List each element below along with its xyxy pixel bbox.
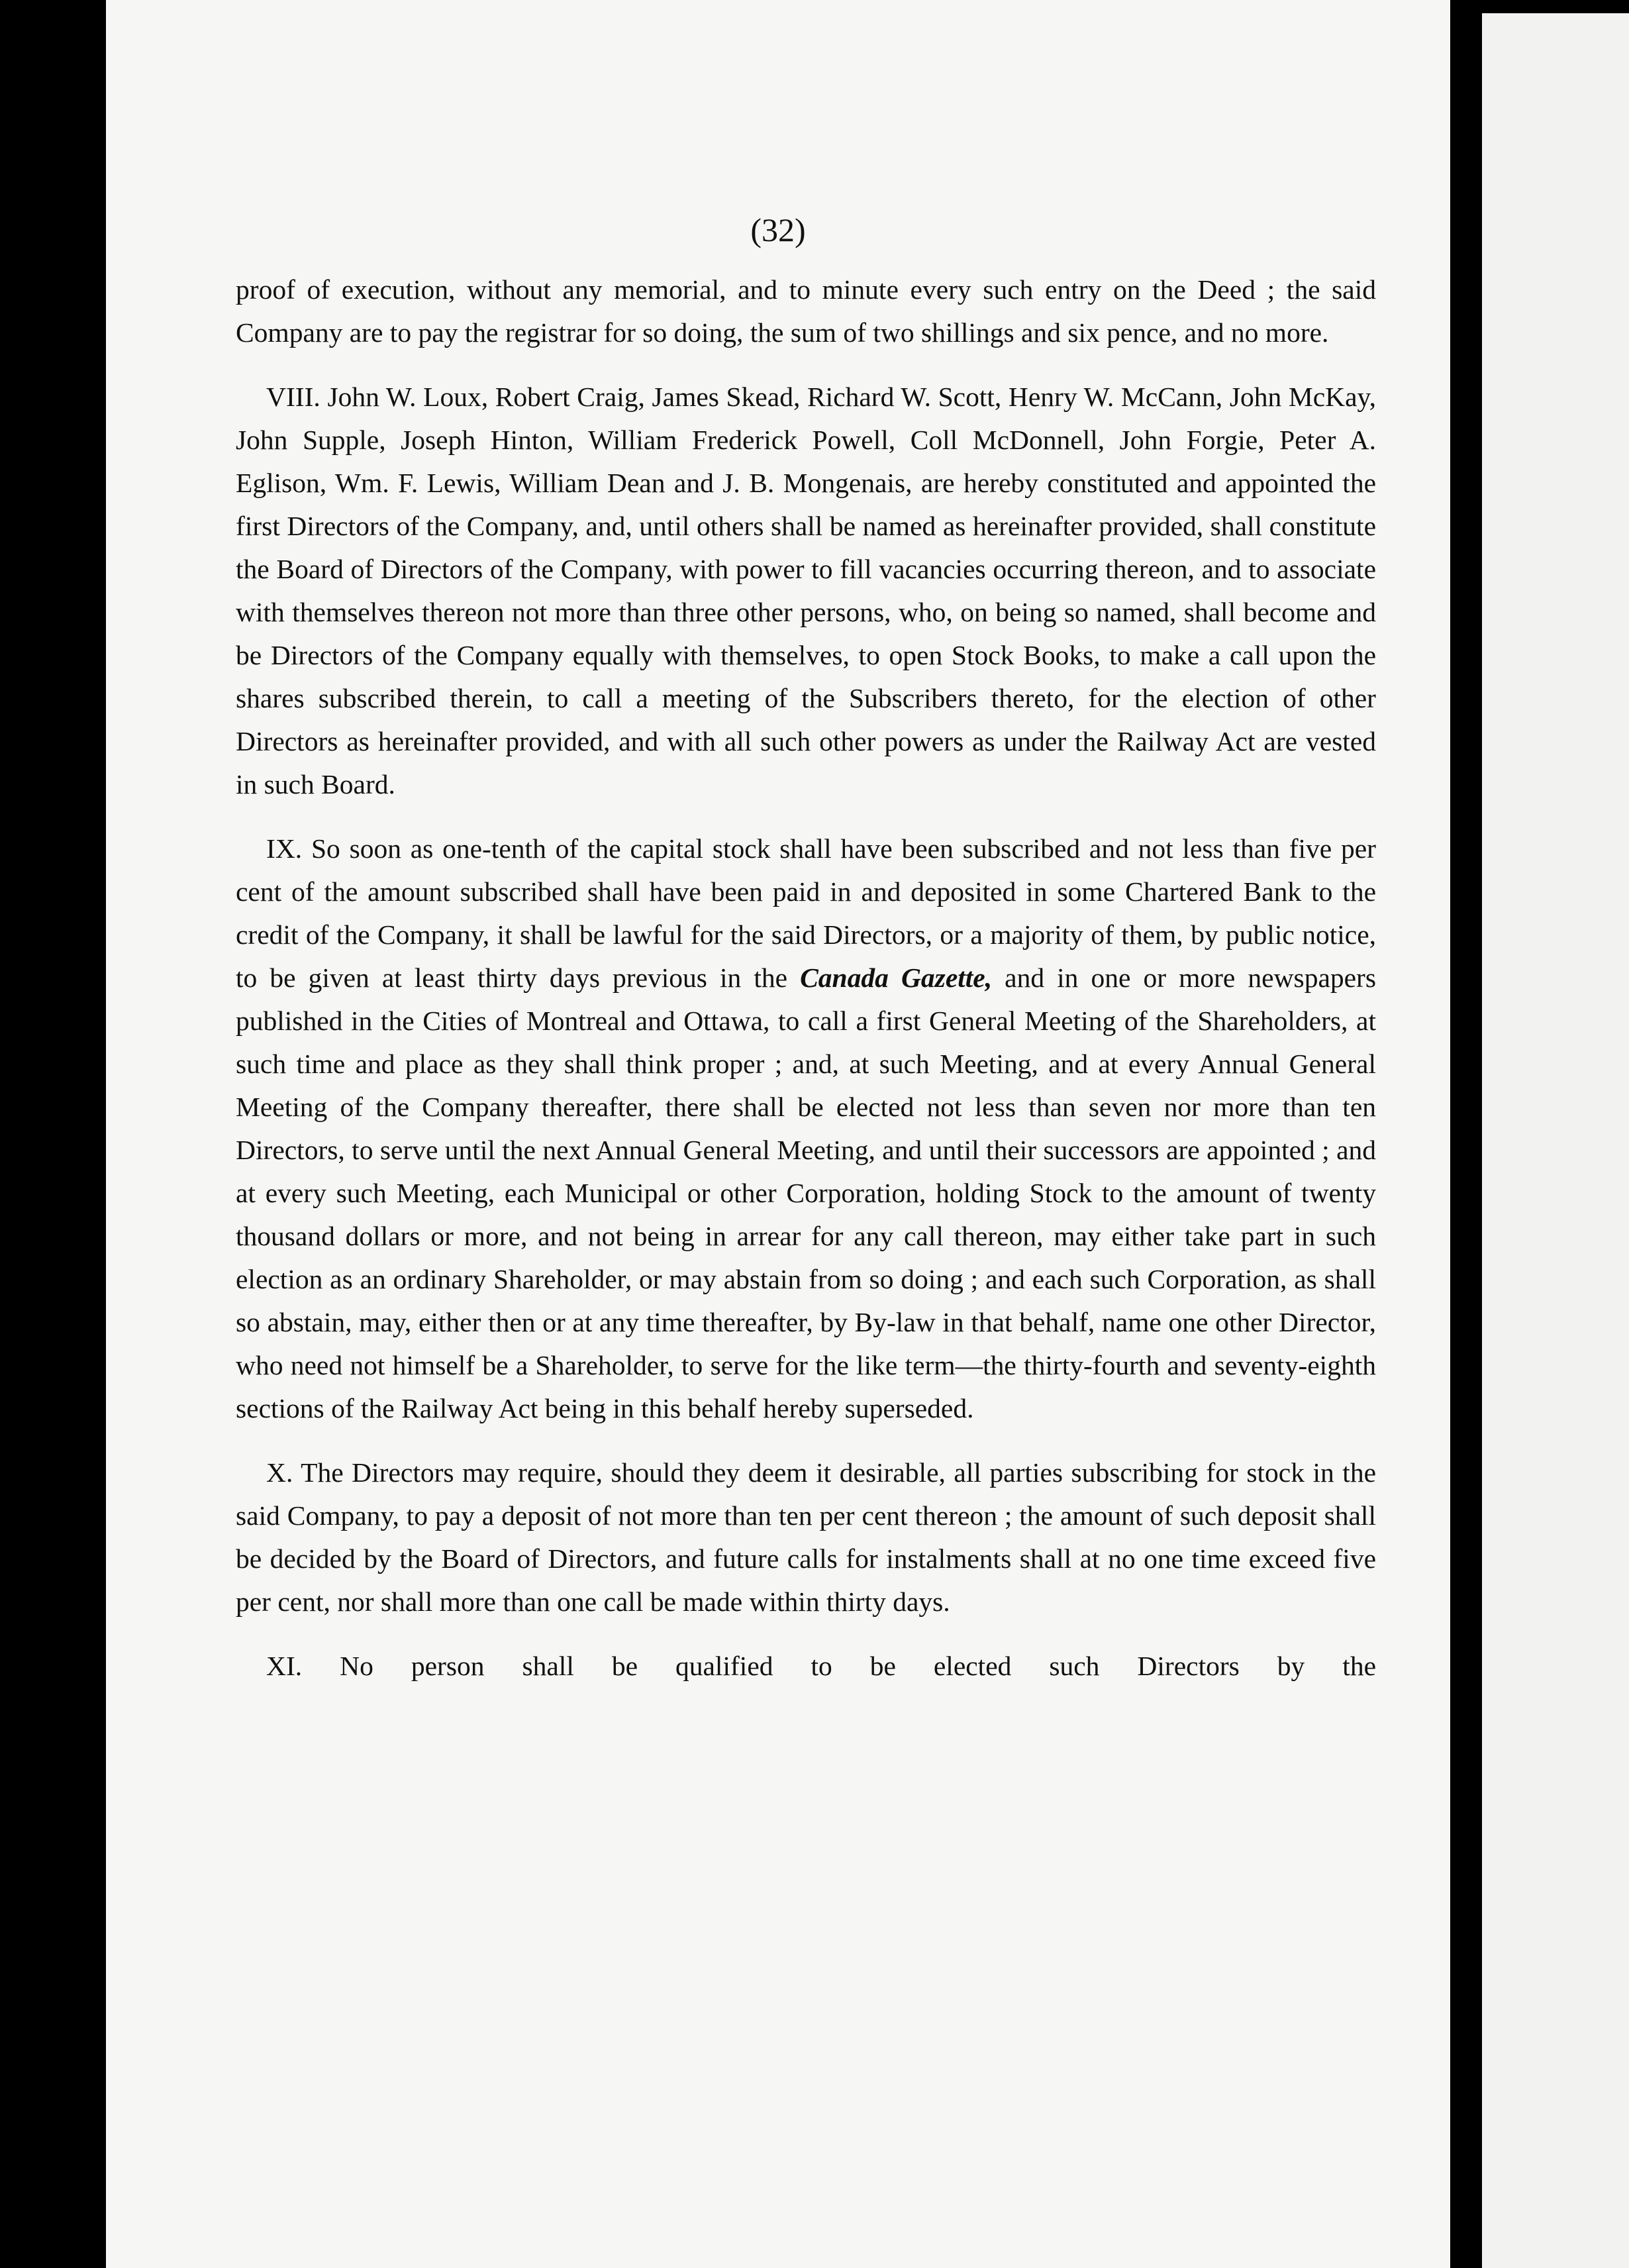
body-text (236, 268, 1376, 1688)
paragraph-continuation: proof of execution, without any memorial, and to minute every such entry on the Deed ; the said Company are to pay the registrar for so doing, the sum of two shillings and six pence, and no more. (236, 274, 1376, 348)
section-ix-text-before: IX. So soon as one-tenth of the capital stock shall have been subscribed and not less than five per cent of the amount subscribed shall have been paid in and deposited in some Chartered Bank to the credit of the Company, it shall be lawful for the said Directors, or a majority of them, by public notice, to be given at least thirty days previous in the (236, 833, 1376, 993)
document-page (106, 0, 1450, 2268)
adjacent-page-edge (1482, 13, 1629, 2268)
paragraph-section-xi: XI. No person shall be qualified to be elected such Directors by the (266, 1651, 1376, 1681)
canada-gazette-italic: Canada Gazette, (800, 962, 993, 993)
paragraph-section-viii: VIII. John W. Loux, Robert Craig, James Skead, Richard W. Scott, Henry W. McCann, John McKay, John Supple, Joseph Hinton, William Frederick Powell, Coll McDonnell, John Forgie, Peter A. Eglison, Wm. F. Lewis, William Dean and J. B. Mongenais, are hereby constituted and appointed the first Directors of the Company, and, until others shall be named as hereinafter provided, shall constitute the Board of Directors of the Company, with power to fill vacancies occurring thereon, and to associate with themselves thereon not more than three other persons, who, on being so named, shall become and be Directors of the Company equally with themselves, to open Stock Books, to make a call upon the shares subscribed therein, to call a meeting of the Subscribers thereto, for the election of other Directors as hereinafter provided, and with all such other powers as under the Railway Act are vested in such Board. (236, 382, 1376, 799)
paragraph-section-ix (236, 827, 1376, 1430)
section-ix-text-after: and in one or more newspapers published in the Cities of Montreal and Ottawa, to call a first General Meeting of the Shareholders, at such time and place as they shall think proper ; and, at such Meeting, and at every Annual General Meeting of the Company thereafter, there shall be elected not less than seven nor more than ten Directors, to serve until the next Annual General Meeting, and until their successors are appointed ; and at every such Meeting, each Municipal or other Corporation, holding Stock to the amount of twenty thousand dollars or more, and not being in arrear for any call thereon, may either take part in such election as an ordinary Shareholder, or may abstain from so doing ; and each such Corporation, as shall so abstain, may, either then or at any time thereafter, by By-law in that behalf, name one other Director, who need not himself be a Shareholder, to serve for the like term—the thirty-fourth and seventy-eighth sections of the Railway Act being in this behalf hereby superseded. (236, 962, 1377, 1423)
page-number: (32) (750, 211, 806, 248)
paragraph-section-x: X. The Directors may require, should they deem it desirable, all parties subscribing for stock in the said Company, to pay a deposit of not more than ten per cent thereon ; the amount of such deposit shall be decided by the Board of Directors, and future calls for instalments shall at no one time exceed five per cent, nor shall more than one call be made within thirty days. (236, 1457, 1376, 1617)
